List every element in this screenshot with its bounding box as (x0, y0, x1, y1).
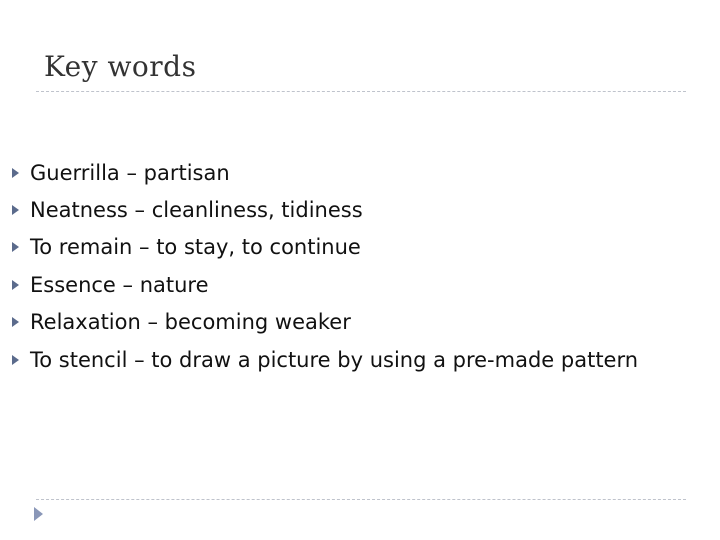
list-item (12, 154, 638, 191)
list-item (12, 266, 638, 303)
triangle-bullet-icon (12, 168, 19, 178)
list-item-text: Neatness – cleanliness, tidiness (30, 198, 363, 223)
list-item-text: Relaxation – becoming weaker (30, 310, 351, 335)
triangle-bullet-icon (12, 355, 19, 365)
list-item-text: Essence – nature (30, 272, 209, 297)
triangle-bullet-icon (12, 280, 19, 290)
list-item (12, 229, 638, 266)
list-item (12, 341, 638, 378)
triangle-bullet-icon (12, 242, 19, 252)
triangle-bullet-icon (12, 205, 19, 215)
next-slide-arrow-icon[interactable] (34, 507, 43, 521)
title-divider (36, 91, 686, 92)
list-item-text: Guerrilla – partisan (30, 160, 230, 185)
triangle-bullet-icon (12, 317, 19, 327)
list-item-text: To stencil – to draw a picture by using a pre-made pattern (30, 347, 639, 372)
list-item-text: To remain – to stay, to continue (30, 235, 361, 260)
list-item (12, 191, 638, 228)
slide-title: Key words (44, 50, 197, 83)
footer-divider (36, 499, 686, 500)
list-item (12, 304, 638, 341)
key-words-list (12, 154, 638, 378)
